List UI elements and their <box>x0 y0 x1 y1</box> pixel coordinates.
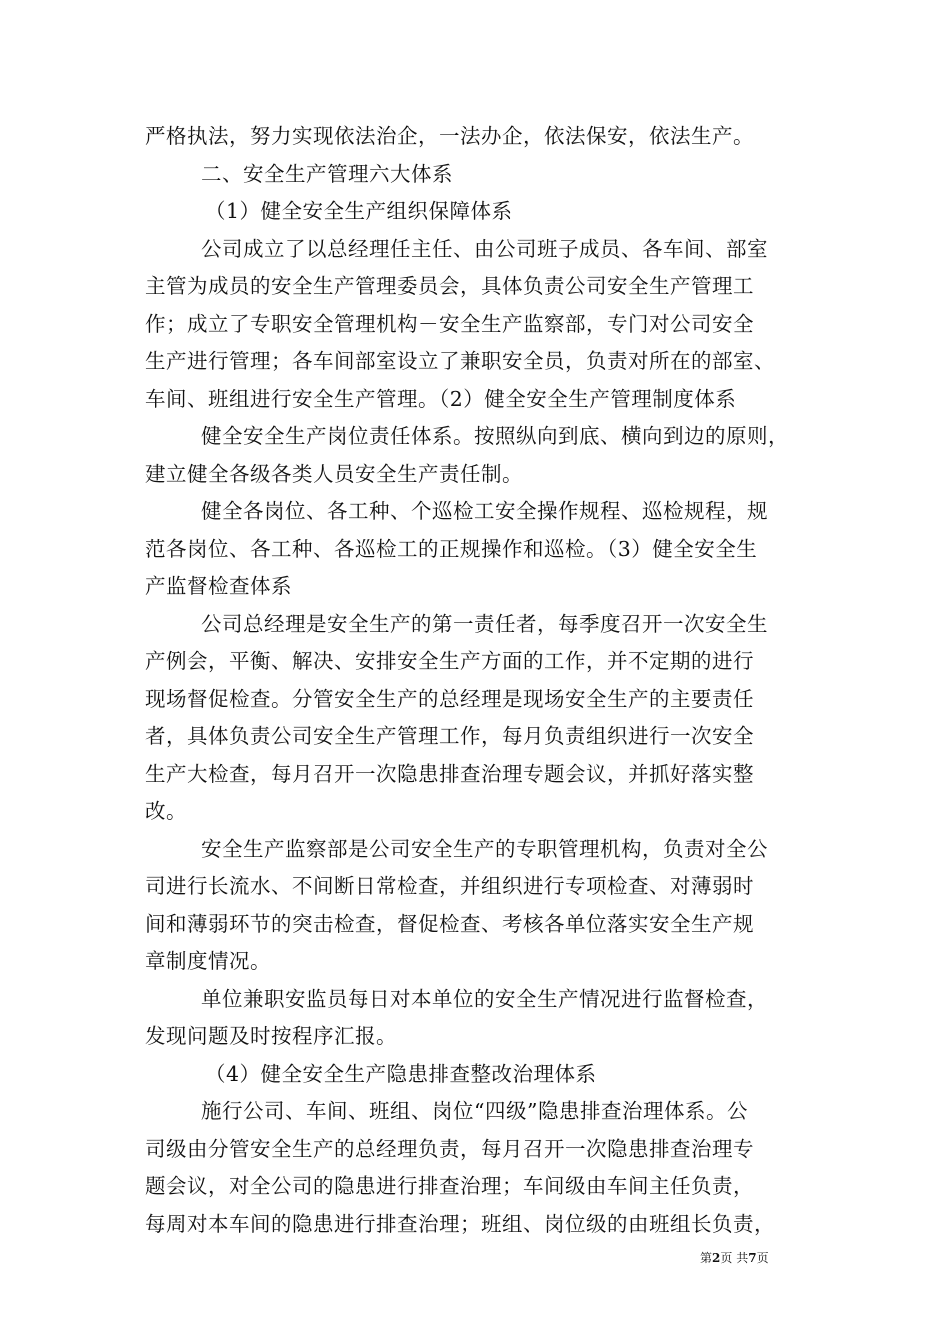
body-line: 主管为成员的安全生产管理委员会，具体负责公司安全生产管理工 <box>145 274 754 298</box>
footer-total-pages: 7 <box>748 1251 757 1265</box>
subsection-heading: （1）健全安全生产组织保障体系 <box>205 199 513 223</box>
body-line: 建立健全各级各类人员安全生产责任制。 <box>145 461 523 486</box>
body-line: 发现问题及时按程序汇报。 <box>145 1024 397 1048</box>
body-line: 生产进行管理；各车间部室设立了兼职安全员，负责对所在的部室、 <box>145 349 775 373</box>
body-line: 改。 <box>145 799 187 823</box>
body-line: 产例会，平衡、解决、安排安全生产方面的工作，并不定期的进行 <box>145 649 754 673</box>
body-line: 现场督促检查。分管安全生产的总经理是现场安全生产的主要责任 <box>145 686 754 711</box>
body-line: 者，具体负责公司安全生产管理工作，每月负责组织进行一次安全 <box>145 724 754 748</box>
body-line: 范各岗位、各工种、各巡检工的正规操作和巡检。（3）健全安全生 <box>145 536 758 561</box>
section-heading: 二、安全生产管理六大体系 <box>201 161 453 186</box>
footer-mid: 页 共 <box>720 1251 749 1265</box>
footer-prefix: 第 <box>700 1251 713 1265</box>
body-line: 每周对本车间的隐患进行排查治理；班组、岗位级的由班组长负责， <box>145 1211 775 1236</box>
document-body <box>145 118 813 1243</box>
page-footer <box>700 1250 810 1266</box>
body-line: 间和薄弱环节的突击检查，督促检查、考核各单位落实安全生产规 <box>145 911 754 936</box>
body-line: 车间、班组进行安全生产管理。（2）健全安全生产管理制度体系 <box>145 386 737 411</box>
body-line: 健全各岗位、各工种、个巡检工安全操作规程、巡检规程，规 <box>201 499 768 523</box>
body-line: 公司成立了以总经理任主任、由公司班子成员、各车间、部室 <box>201 236 768 261</box>
body-line: 施行公司、车间、班组、岗位“四级”隐患排查治理体系。公 <box>201 1099 748 1123</box>
body-line: 题会议，对全公司的隐患进行排查治理；车间级由车间主任负责， <box>145 1174 754 1198</box>
body-line: 健全安全生产岗位责任体系。按照纵向到底、横向到边的原则， <box>201 424 789 448</box>
body-line: 章制度情况。 <box>145 949 271 973</box>
body-line: 作；成立了专职安全管理机构－安全生产监察部，专门对公司安全 <box>145 311 754 336</box>
body-line: 公司总经理是安全生产的第一责任者，每季度召开一次安全生 <box>201 611 768 636</box>
body-line: 严格执法，努力实现依法治企，一法办企，依法保安，依法生产。 <box>145 124 754 148</box>
body-line: 司进行长流水、不间断日常检查，并组织进行专项检查、对薄弱时 <box>145 874 754 898</box>
subsection-heading: （4）健全安全生产隐患排查整改治理体系 <box>205 1061 597 1086</box>
body-line: 生产大检查，每月召开一次隐患排查治理专题会议，并抓好落实整 <box>145 761 754 786</box>
body-line: 司级由分管安全生产的总经理负责，每月召开一次隐患排查治理专 <box>145 1136 754 1161</box>
footer-page-number: 2 <box>712 1251 721 1265</box>
body-line: 产监督检查体系 <box>145 574 292 598</box>
body-line: 安全生产监察部是公司安全生产的专职管理机构，负责对全公 <box>201 836 768 861</box>
footer-suffix: 页 <box>756 1251 769 1265</box>
body-line: 单位兼职安监员每日对本单位的安全生产情况进行监督检查， <box>201 986 768 1011</box>
